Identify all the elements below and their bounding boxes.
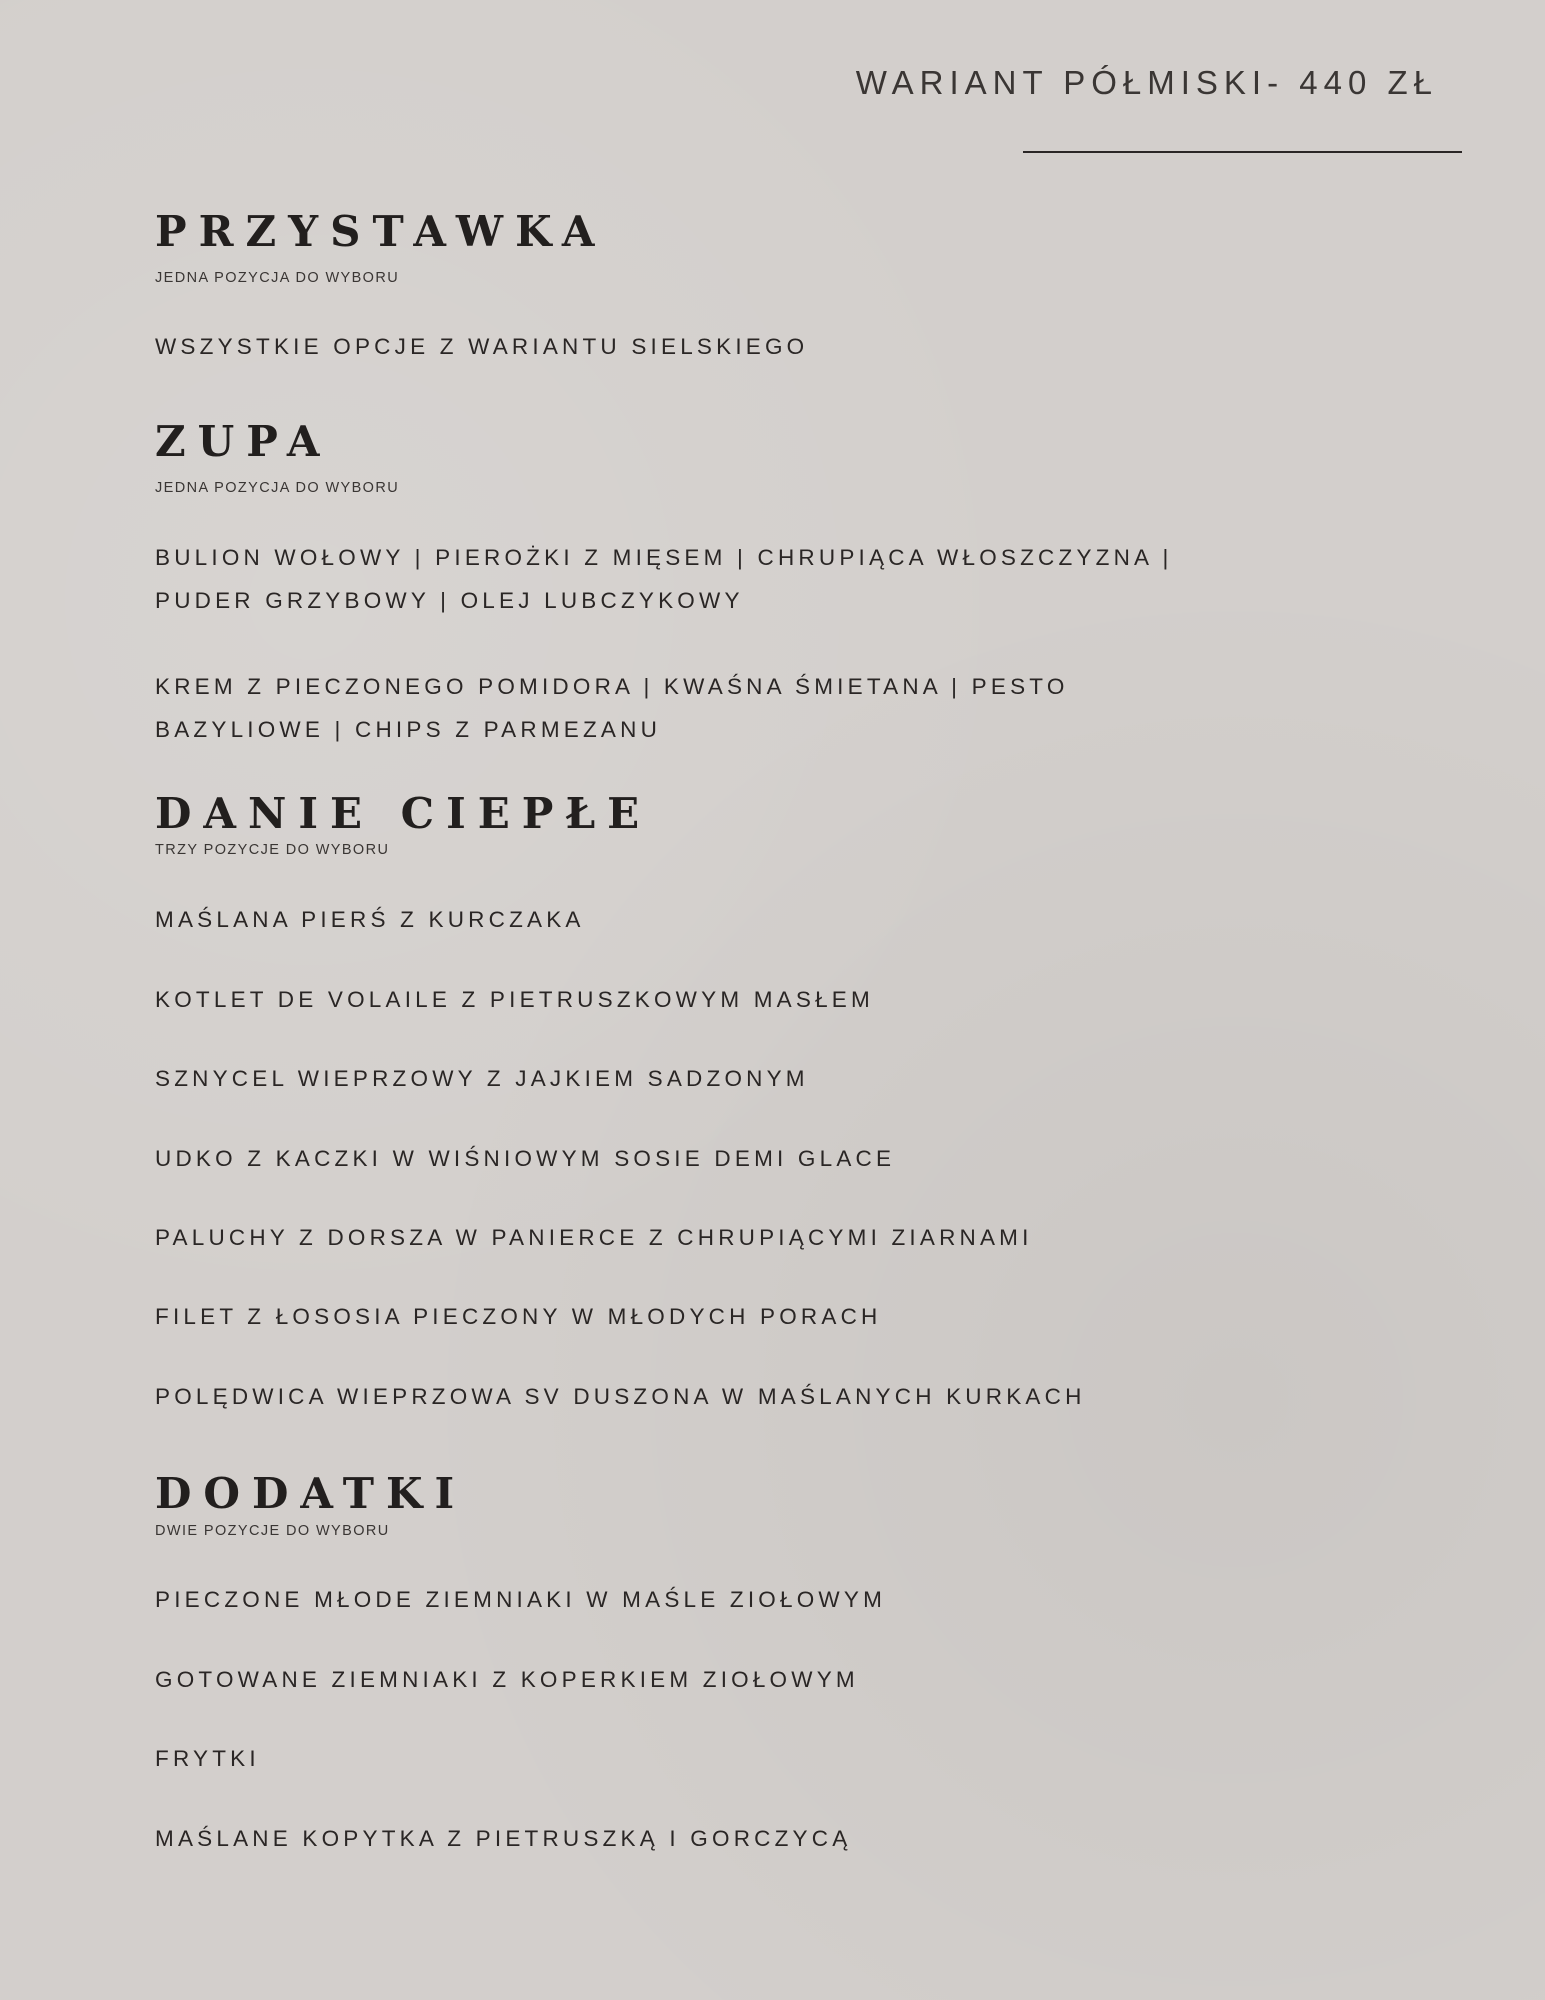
title-underline (1023, 151, 1462, 153)
menu-item: MAŚLANE KOPYTKA Z PIETRUSZKĄ I GORCZYCĄ (155, 1826, 852, 1851)
menu-item: FILET Z ŁOSOSIA PIECZONY W MŁODYCH PORACH (155, 1304, 882, 1329)
section-title-danie-cieple: DANIE CIEPŁE (155, 789, 652, 838)
section-title-dodatki: DODATKI (155, 1469, 467, 1518)
section-title-zupa: ZUPA (155, 417, 332, 466)
menu-item: MAŚLANA PIERŚ Z KURCZAKA (155, 907, 585, 932)
variant-title: WARIANT PÓŁMISKI- 440 ZŁ (855, 64, 1438, 101)
menu-item: WSZYSTKIE OPCJE Z WARIANTU SIELSKIEGO (155, 334, 809, 359)
section-subtitle-dodatki: DWIE POZYCJE DO WYBORU (155, 1523, 390, 1539)
menu-item: POLĘDWICA WIEPRZOWA SV DUSZONA W MAŚLANYCH KURKACH (155, 1384, 1086, 1409)
section-title-przystawka: PRZYSTAWKA (155, 207, 607, 256)
menu-item-line: BULION WOŁOWY | PIEROŻKI Z MIĘSEM | CHRUPIĄCA WŁOSZCZYZNA | (155, 545, 1173, 570)
menu-item-line: KREM Z PIECZONEGO POMIDORA | KWAŚNA ŚMIETANA | PESTO (155, 674, 1069, 699)
menu-item: GOTOWANE ZIEMNIAKI Z KOPERKIEM ZIOŁOWYM (155, 1667, 859, 1692)
menu-item: FRYTKI (155, 1746, 260, 1771)
menu-item: SZNYCEL WIEPRZOWY Z JAJKIEM SADZONYM (155, 1066, 809, 1091)
menu-item: PIECZONE MŁODE ZIEMNIAKI W MAŚLE ZIOŁOWYM (155, 1587, 887, 1612)
section-subtitle-zupa: JEDNA POZYCJA DO WYBORU (155, 480, 400, 496)
menu-item-line: BAZYLIOWE | CHIPS Z PARMEZANU (155, 717, 662, 742)
section-subtitle-danie-cieple: TRZY POZYCJE DO WYBORU (155, 842, 390, 858)
menu-item-line: PUDER GRZYBOWY | OLEJ LUBCZYKOWY (155, 588, 744, 613)
menu-item: PALUCHY Z DORSZA W PANIERCE Z CHRUPIĄCYMI ZIARNAMI (155, 1225, 1033, 1250)
menu-item: KOTLET DE VOLAILE Z PIETRUSZKOWYM MASŁEM (155, 987, 874, 1012)
menu-item: UDKO Z KACZKI W WIŚNIOWYM SOSIE DEMI GLACE (155, 1146, 896, 1171)
section-subtitle-przystawka: JEDNA POZYCJA DO WYBORU (155, 270, 400, 286)
